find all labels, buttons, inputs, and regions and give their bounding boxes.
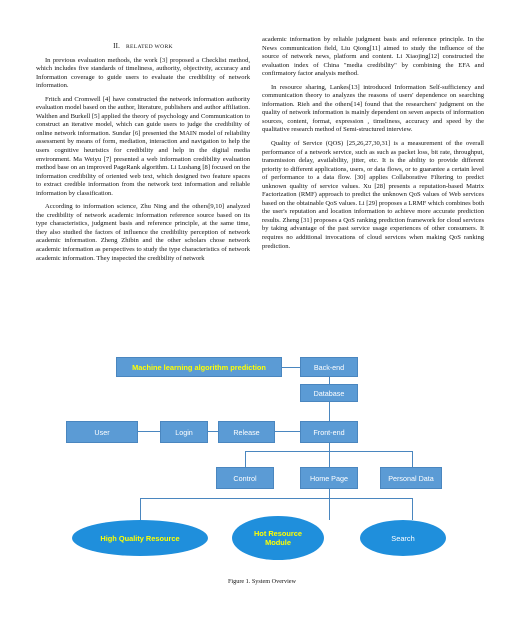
personal-data-label: Personal Data (388, 473, 434, 483)
release-label: Release (233, 427, 260, 437)
connector-line (412, 451, 413, 467)
high-quality-resource-ellipse (72, 520, 208, 556)
hot-resource-module-ellipse (232, 516, 324, 560)
ml-prediction-box (116, 357, 282, 377)
homepage-label: Home Page (310, 473, 348, 483)
backend-box (300, 357, 358, 377)
figure-caption: Figure 1. System Overview (227, 578, 297, 585)
section-heading (36, 42, 250, 52)
database-box (300, 384, 358, 402)
section-number: II. (113, 42, 121, 50)
high-quality-resource-label: High Quality Resource (100, 533, 180, 543)
paragraph: Fritch and Cromwell [4] have constructed the network information authority evaluation model based on the author, literature, publishers and author affiliation. Walthen and Burkell [5] applied the theory of psychology and Communication to construct an iterative model, which can guide users to judge the credibility of online network information. Sundar [6] presented the MAIN model of reliability assessment by means of form, mediation, interaction and navigation to help the users cognitive heuristics for credibility and help in the digital media environment. Ma Weiyu [7] presented a web information credibility evaluation method base on an improved PageRank algorithm. Li Lushang [8] focused on the information credibility of oriented web text, which designed two feature spaces to extract credible information from the network text information and reliable information by classification. (36, 95, 250, 197)
paragraph: According to information science, Zhu Ning and the others[9,10] analyzed the credibility of network academic information reference source based on its type characteristics, judgment basis and reference principle, at the same time, they also studied the factors of influence the credibility perception of network academic information. Zheng Zhibin and the other scholars chose network academic information as perspectives to study the type characteristics of network academic information. They inspected the credibility of network (36, 203, 250, 262)
connector-line (412, 498, 413, 520)
left-column (36, 42, 250, 268)
connector-line (140, 498, 412, 499)
login-label: Login (175, 427, 193, 437)
connector-line (329, 442, 330, 451)
search-ellipse (360, 520, 446, 556)
backend-label: Back-end (313, 362, 345, 372)
control-box (216, 467, 274, 489)
connector-line (245, 451, 246, 467)
user-label: User (94, 427, 110, 437)
connector-line (138, 431, 160, 432)
connector-line (275, 431, 300, 432)
ml-prediction-label: Machine learning algorithm prediction (132, 362, 266, 372)
search-label: Search (391, 533, 415, 543)
control-label: Control (233, 473, 257, 483)
frontend-box (300, 421, 358, 443)
user-box (66, 421, 138, 443)
database-label: Database (313, 388, 345, 398)
release-box (218, 421, 275, 443)
connector-line (282, 367, 300, 368)
hot-resource-module-label: Hot Resource Module (253, 529, 303, 547)
paragraph: In previous evaluation methods, the work [3] proposed a Checklist method, which includes five standards of timeliness, authority, objectivity, accuracy and Information coverage to guide users to evaluate the credibility of network information. (36, 56, 250, 90)
login-box (160, 421, 208, 443)
homepage-box (300, 467, 358, 489)
paragraph: Quality of Service (QOS) [25,26,27,30,31] is a measurement of the overall performance of a network service, such as such as packet loss, bit rate, throughput, transmission delay, availability, jitter, etc. It is the ability to provide different priority to different applications, users, or data flows, or to guarantee a certain level of performance to a data flow. [30] applies Collaborative Filtering to predict unknown quality of service values. Xu [28] presents a reputation-based Matrix Factorization (RMF) approach to predict the unknown QoS values of Web services based on the obtainable QoS values. Li [29] proposes a LRMF which combines both the user's reputation and location information to achieve more accurate prediction results. Zheng [31] proposes a QoS ranking prediction framework for cloud services by taking advantage of the past service usage experiences of other consumers. It requires no additional invocations of cloud services when making QoS ranking prediction. (262, 140, 484, 250)
connector-line (140, 498, 141, 520)
connector-line (208, 431, 218, 432)
personal-data-box (380, 467, 442, 489)
connector-line (329, 400, 330, 421)
section-title: RELATED WORK (126, 44, 173, 50)
system-overview-diagram (0, 350, 524, 570)
connector-line (329, 498, 330, 520)
connector-line (329, 451, 330, 467)
connector-line (329, 488, 330, 498)
paragraph: academic information by reliable judgment basis and reference principle. In the News communication field, Liu Qiong[11] aimed to study the influence of the source of network news, platform and content. Li Xiaojing[12] constructed the evaluation index of China "media credibility" by combining the EFA and confirmatory factor analysis method. (262, 36, 484, 78)
right-column (262, 36, 484, 256)
frontend-label: Front-end (313, 427, 345, 437)
paragraph: In resource sharing, Lankes[13] introduced Information Self-sufficiency and communication theory to analyzes the reasons of users' dependence on searching information. Rieh and the others[14] found that the researchers' judgment on the quality of network information is mainly dependent on seven aspects of information sources, content, format, expression , timeliness, accuracy and speed by the qualitative research method of Semi-structured interview. (262, 83, 484, 134)
